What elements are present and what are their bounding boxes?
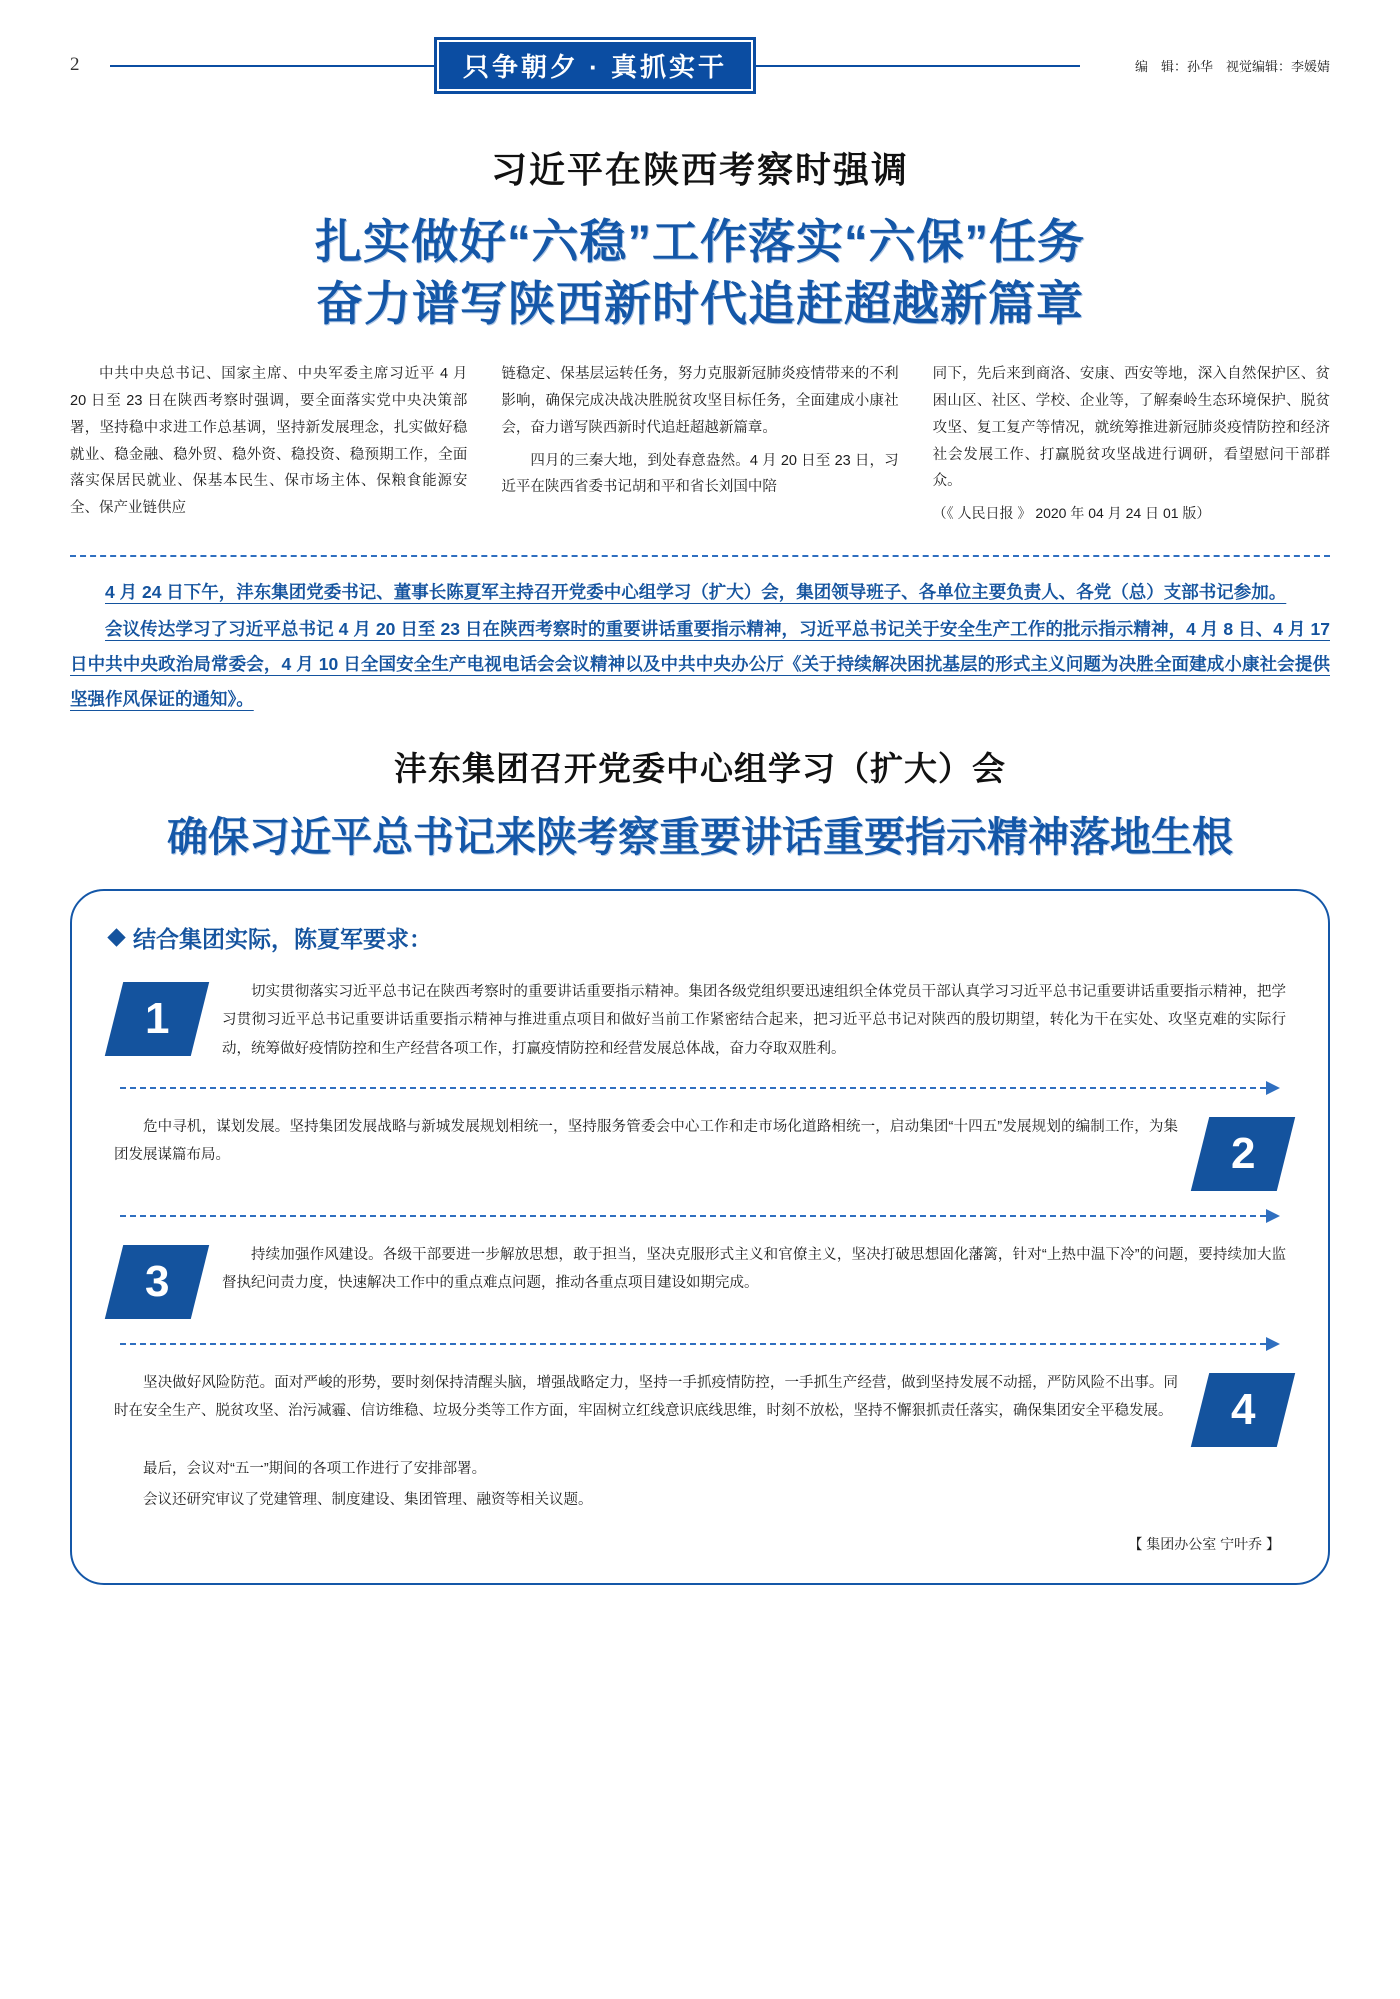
masthead-center (110, 37, 1080, 94)
arrow-separator (120, 1211, 1280, 1221)
lead-column-3 (933, 361, 1330, 533)
list-item (110, 1107, 1290, 1197)
item-number: 2 (1230, 1128, 1256, 1178)
masthead (70, 0, 1330, 100)
headline-block (70, 142, 1330, 335)
byline (110, 1531, 1290, 1557)
item-text: 坚决做好风险防范。面对严峻的形势，要时刻保持清醒头脑，增强战略定力，坚持一手抓疫情防控，一手抓生产经营，做到坚持发展不动摇，严防风险不出事。同时在安全生产、脱贫攻坚、治污减霾、信访维稳、垃圾分类等工作方面，牢固树立红线意识底线思维，时刻不放松，坚持不懈狠抓责任落实，确保集团安全平稳发展。 (114, 1374, 1178, 1420)
item-number-badge (1191, 1117, 1295, 1191)
card-title-text: 结合集团实际，陈夏军要求： (133, 926, 432, 953)
lead-paragraph: 同下，先后来到商洛、安康、西安等地，深入自然保护区、贫困山区、社区、学校、企业等，了解秦岭生态环境保护、脱贫攻坚、复工复产等情况，就统筹推进新冠肺炎疫情防控和经济社会发展工作、打赢脱贫攻坚战进行调研，看望慰问干部群众。 (932, 366, 1330, 490)
arrow-separator (120, 1083, 1280, 1093)
byline-text: 【 集团办公室 宁叶乔 】 (1128, 1535, 1280, 1552)
item-number-badge (1191, 1373, 1295, 1447)
list-item (110, 1363, 1290, 1453)
masthead-banner: 只争朝夕 · 真抓实干 (434, 37, 756, 94)
item-number: 1 (144, 994, 170, 1044)
item-number-badge (105, 982, 209, 1056)
headline-kicker: 习近平在陕西考察时强调 (490, 149, 909, 190)
item-text: 持续加强作风建设。各级干部要进一步解放思想，敢于担当，坚决克服形式主义和官僚主义，坚决打破思想固化藩篱，针对“上热中温下冷”的问题，要持续加大监督执纪问责力度，快速解决工作中的重点难点问题，推动各重点项目建设如期完成。 (222, 1246, 1286, 1292)
closing-paragraph: 最后，会议对“五一”期间的各项工作进行了安排部署。 (143, 1460, 487, 1477)
secondary-headline-block (70, 743, 1330, 863)
blue-note-paragraph: 4 月 24 日下午，沣东集团党委书记、董事长陈夏军主持召开党委中心组学习（扩大）会，集团领导班子、各单位主要负责人、各党（总）支部书记参加。 (105, 582, 1287, 603)
item-text: 切实贯彻落实习近平总书记在陕西考察时的重要讲话重要指示精神。集团各级党组织要迅速组织全体党员干部认真学习习近平总书记重要讲话重要指示精神，把学习贯彻习近平总书记重要讲话重要指示精神与推进重点项目和做好当前工作紧密结合起来，把习近平总书记对陕西的殷切期望，转化为干在实处、攻坚克难的实际行动，统筹做好疫情防控和生产经营各项工作，打赢疫情防控和经营发展总体战，奋力夺取双胜利。 (222, 984, 1286, 1057)
item-number-badge (105, 1245, 209, 1319)
lead-column-2 (501, 361, 898, 533)
lead-paragraph: 中共中央总书记、国家主席、中央军委主席习近平 4 月 20 日至 23 日在陕西考察时强调，要全面落实党中央决策部署，坚持稳中求进工作总基调，坚持新发展理念，扎实做好稳就业、稳金融、稳外贸、稳外资、稳投资、稳预期工作，全面落实保居民就业、保基本民生、保市场主体、保粮食能源安全、保产业链供应 (70, 366, 468, 517)
lead-source: （《 人民日报 》 2020 年 04 月 24 日 01 版） (932, 505, 1211, 522)
secondary-headline-sub: 沣东集团召开党委中心组学习（扩大）会 (394, 750, 1006, 788)
lead-column-1 (70, 361, 467, 533)
masthead-credits: 编 辑：孙华 视觉编辑：李媛婧 (1134, 58, 1330, 74)
lead-paragraph: 链稳定、保基层运转任务，努力克服新冠肺炎疫情带来的不利影响，确保完成决战决胜脱贫攻坚目标任务，全面建成小康社会，奋力谱写陕西新时代追赶超越新篇章。 (501, 366, 899, 436)
arrow-separator (120, 1339, 1280, 1349)
blue-note-paragraph: 会议传达学习了习近平总书记 4 月 20 日至 23 日在陕西考察时的重要讲话重要指示精神，习近平总书记关于安全生产工作的批示指示精神，4 月 8 日、4 月 17 日中共中央政治局常委会，4 月 10 日全国安全生产电视电话会会议精神以及中共中央办公厅《关于持续解决困扰基层的形式主义问题为决胜全面建成小康社会提供坚强作风保证的通知》。 (70, 619, 1330, 710)
list-item (110, 972, 1290, 1069)
lead-columns (70, 361, 1330, 533)
closing-paragraph: 会议还研究审议了党建管理、制度建设、集团管理、融资等相关议题。 (143, 1491, 593, 1508)
list-item (110, 1235, 1290, 1325)
secondary-headline-main: 确保习近平总书记来陕考察重要讲话重要指示精神落地生根 (167, 814, 1233, 861)
item-number: 3 (144, 1256, 170, 1306)
dashed-separator (70, 555, 1330, 557)
lead-paragraph: 四月的三秦大地，到处春意盎然。4 月 20 日至 23 日，习近平在陕西省委书记胡和平和省长刘国中陪 (501, 452, 899, 496)
diamond-icon (107, 928, 125, 946)
headline-line-1: 扎实做好“六稳”工作落实“六保”任务 (315, 215, 1085, 268)
requirements-card (70, 889, 1330, 1585)
card-title (110, 921, 1290, 954)
headline-main (70, 211, 1330, 335)
item-text: 危中寻机，谋划发展。坚持集团发展战略与新城发展规划相统一，坚持服务管委会中心工作和走市场化道路相统一，启动集团“十四五”发展规划的编制工作，为集团发展谋篇布局。 (114, 1118, 1178, 1164)
item-number: 4 (1230, 1384, 1256, 1434)
page-number: 2 (70, 54, 80, 75)
headline-line-2: 奋力谱写陕西新时代追赶超越新篇章 (316, 277, 1084, 331)
